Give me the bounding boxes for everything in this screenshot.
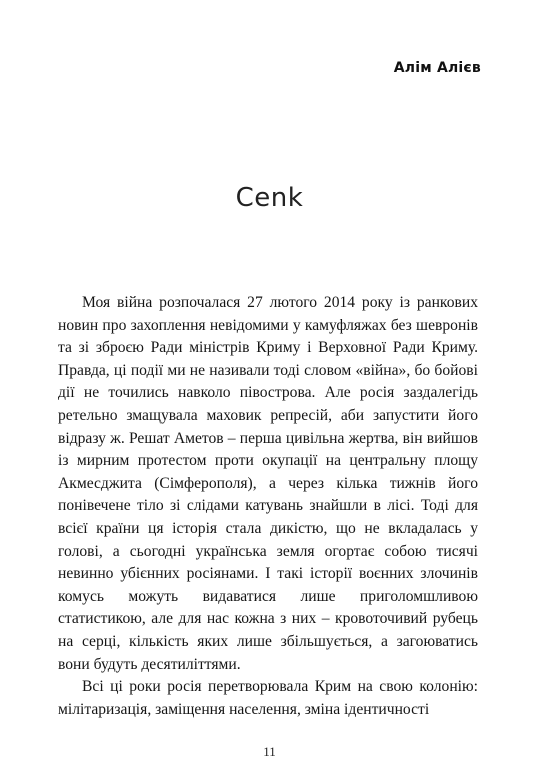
paragraph: Всі ці роки росія перетворювала Крим на свою колонію: мілітаризація, заміщення населення, зміна ідентичності	[58, 678, 478, 718]
paragraph: Моя війна розпочалася 27 лютого 2014 року із ранкових новин про захоплення невідомими у камуфляжах без шевронів та зі зброєю Ради міністрів Криму і Верховної Ради Криму. Правда, ці події ми не називали тоді словом «війна», бо бойові дії не точились навколо півострова. Але росія заздалегідь ретельно змащувала маховик репресій, аби запустити його відразу ж. Решат Аметов – перша цивільна жертва, він вийшов із мирним протестом проти окупації на центральну площу Акмесджита (Сімферополя), а через кілька тижнів його понівечене тіло зі слідами катувань знайшли в лісі. Тоді для всієї країни ця історія стала дикістю, що не вкладалась у голові, а сьогодні українська земля огортає собою тисячі невинно убієнних росіянами. І такі історії воєнних злочинів комусь можуть видаватися лише приголомшливою статистикою, але для нас кожна з них – кровоточивий рубець на серці, кількість яких лише збільшується, а загоюватись вони будуть десятиліттями.	[58, 294, 478, 673]
chapter-title: Cenk	[235, 183, 304, 213]
page-number: 11	[263, 744, 276, 759]
author-name: Алім Алієв	[393, 60, 481, 76]
body-text	[58, 292, 478, 721]
